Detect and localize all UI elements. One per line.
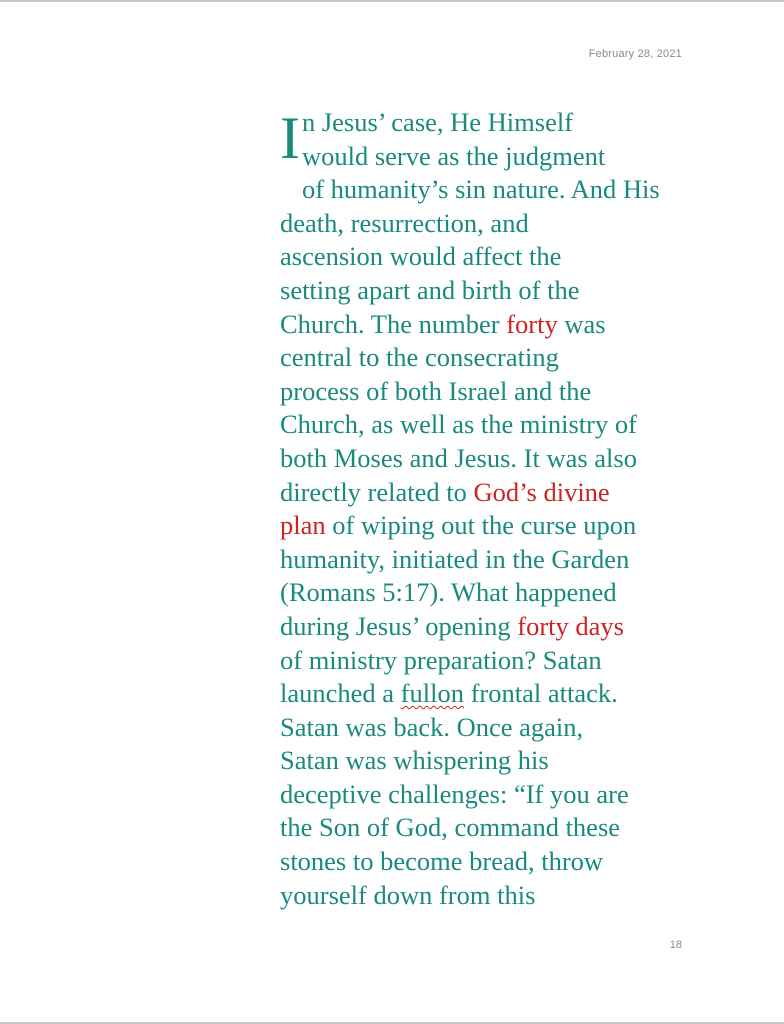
text-segment: n Jesus’ case, He Himself (301, 107, 574, 137)
text-segment: Satan was back. Once again, (280, 711, 584, 742)
text-segment: Satan was whispering his (280, 745, 549, 776)
text-segment: humanity, initiated in the Garden (280, 543, 630, 574)
text-segment: was (557, 308, 606, 339)
highlighted-phrase-forty-days: forty days (517, 610, 624, 641)
text-line (280, 644, 700, 678)
text-line (280, 442, 700, 476)
text-segment: stones to become bread, throw (280, 846, 604, 877)
body-paragraph (280, 106, 700, 912)
text-line (280, 879, 700, 913)
text-segment: of wiping out the curse upon (325, 510, 637, 541)
text-segment: both Moses and Jesus. It was also (280, 442, 637, 473)
page-number: 18 (669, 939, 682, 951)
text-line (280, 476, 700, 510)
spellcheck-flagged-word[interactable]: fullon (400, 678, 464, 709)
text-segment: Church. The number (280, 308, 507, 339)
text-line (280, 509, 700, 543)
text-line (280, 106, 700, 140)
text-line (280, 408, 700, 442)
text-segment: (Romans 5:17). What happened (280, 577, 617, 608)
highlighted-word-plan: plan (280, 510, 326, 541)
page-date: February 28, 2021 (588, 48, 682, 60)
text-line (280, 677, 700, 711)
text-line (280, 778, 700, 812)
highlighted-phrase-gods-divine: God’s divine (473, 476, 610, 507)
text-segment: the Son of God, command these (280, 812, 621, 843)
text-line (280, 744, 700, 778)
text-segment: of humanity’s sin nature. And His (301, 174, 660, 205)
text-line (280, 140, 700, 174)
highlighted-word-forty: forty (506, 308, 558, 339)
text-line (280, 711, 700, 745)
text-segment: process of both Israel and the (280, 375, 592, 406)
text-line (280, 576, 700, 610)
text-segment: central to the consecrating (280, 342, 559, 373)
text-segment: frontal attack. (463, 678, 618, 709)
text-segment: deceptive challenges: “If you are (280, 778, 629, 809)
text-line (280, 375, 700, 409)
drop-cap: I (280, 105, 300, 171)
text-segment: directly related to (280, 476, 474, 507)
text-segment: during Jesus’ opening (280, 610, 518, 641)
text-line (280, 173, 700, 207)
text-line (280, 845, 700, 879)
text-segment: Church, as well as the ministry of (280, 409, 637, 440)
text-line (280, 308, 700, 342)
text-line (280, 811, 700, 845)
text-segment: yourself down from this (280, 879, 536, 910)
text-segment: of ministry preparation? Satan (280, 644, 602, 675)
text-line (280, 341, 700, 375)
text-line (280, 610, 700, 644)
text-line (280, 543, 700, 577)
text-segment: would serve as the judgment (301, 140, 606, 171)
text-segment: death, resurrection, and (280, 207, 529, 238)
text-segment: launched a (280, 678, 401, 709)
text-line (280, 207, 700, 241)
text-line (280, 274, 700, 308)
text-segment: ascension would affect the (280, 241, 562, 272)
text-segment: setting apart and birth of the (280, 274, 580, 305)
text-line (280, 240, 700, 274)
